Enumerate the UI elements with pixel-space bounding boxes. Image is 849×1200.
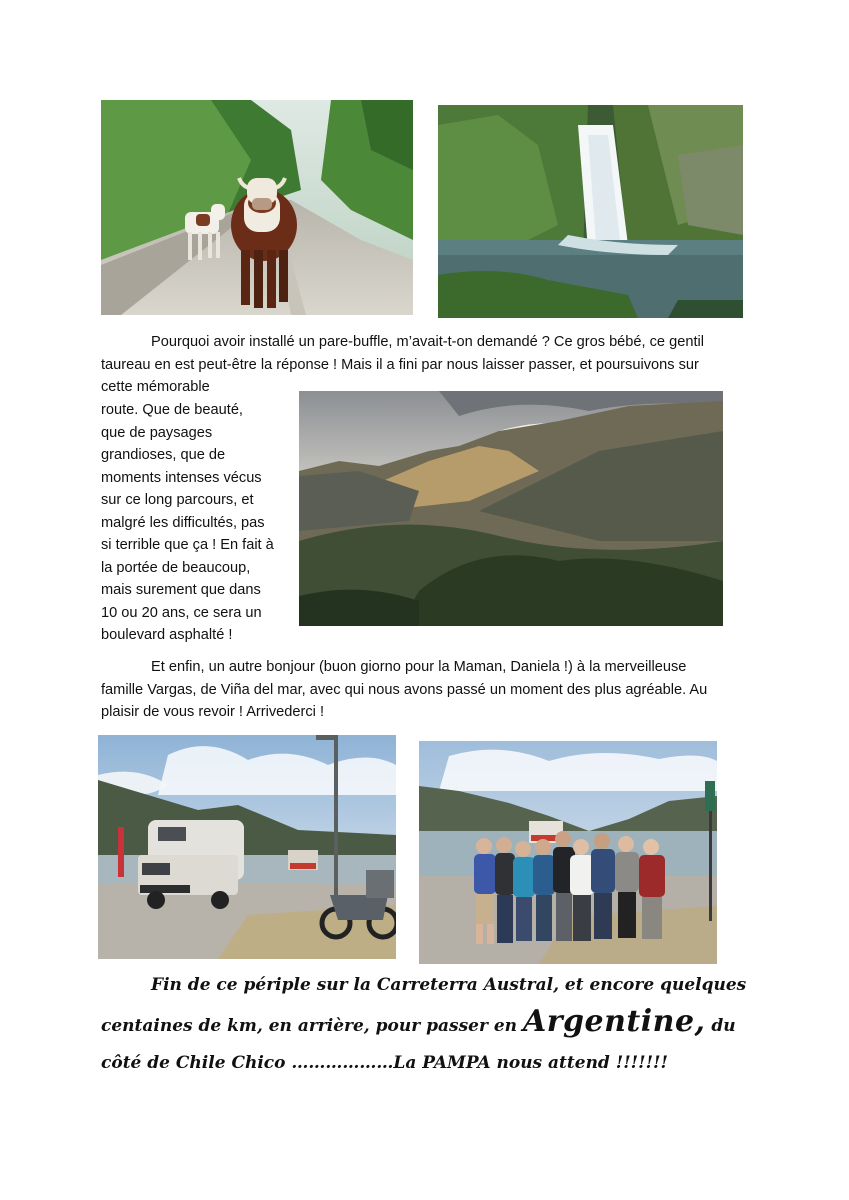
side-text-line: que de paysages [101,424,213,441]
paragraph-2-line-1: Et enfin, un autre bonjour (buon giorno pour la Maman, Daniela !) à la merveilleuse [151,659,687,675]
paragraph-1 [101,331,761,399]
side-text-line: la portée de beaucoup, [101,559,251,576]
paragraph-1-line-1: Pourquoi avoir installé un pare-buffle, m’avait-t-on demandé ? Ce gros bébé, ce gentil [151,334,704,350]
photo-group-vargas-family [419,741,717,964]
paragraph-2-line-2: famille Vargas, de Viña del mar, avec qui nous avons passé un moment des plus agréable. Au [101,681,708,698]
argentine-emphasis: Argentine, [522,1004,706,1039]
side-text-line: route. Que de beauté, [101,402,243,418]
closing-line-2 [101,1002,781,1046]
photo-cow-on-road [101,100,413,315]
closing-line-2-end: du [705,1016,736,1036]
side-text-line: malgré les difficultés, pas [101,514,265,531]
closing-line-3: côté de Chile Chico ………………La PAMPA nous attend !!!!!!! [101,1053,668,1073]
side-text-line: si terrible que ça ! En fait à [101,537,274,553]
paragraph-2 [101,656,761,724]
side-text-line: boulevard asphalté ! [101,627,233,643]
closing-line-2-start: centaines de km, en arrière, pour passer en [101,1016,523,1036]
side-text-line: mais surement que dans [101,582,261,598]
photo-camper-at-ferry [98,735,396,959]
photo-waterfall [438,105,743,318]
closing-text [101,968,781,1080]
photo-mountains [299,391,723,626]
side-text [101,399,296,647]
paragraph-2-line-3: plaisir de vous revoir ! Arrivederci ! [101,704,325,720]
paragraph-1-line-2: taureau en est peut-être la réponse ! Mais il a fini par nous laisser passer, et poursuivons sur [101,356,699,373]
side-text-line: sur ce long parcours, et [101,492,254,508]
side-text-line: grandioses, que de [101,447,226,463]
closing-line-1: Fin de ce périple sur la Carreterra Austral, et encore quelques [151,975,747,995]
paragraph-1-line-3: cette mémorable [101,379,210,395]
side-text-line: 10 ou 20 ans, ce sera un [101,604,262,621]
side-text-line: moments intenses vécus [101,469,262,486]
